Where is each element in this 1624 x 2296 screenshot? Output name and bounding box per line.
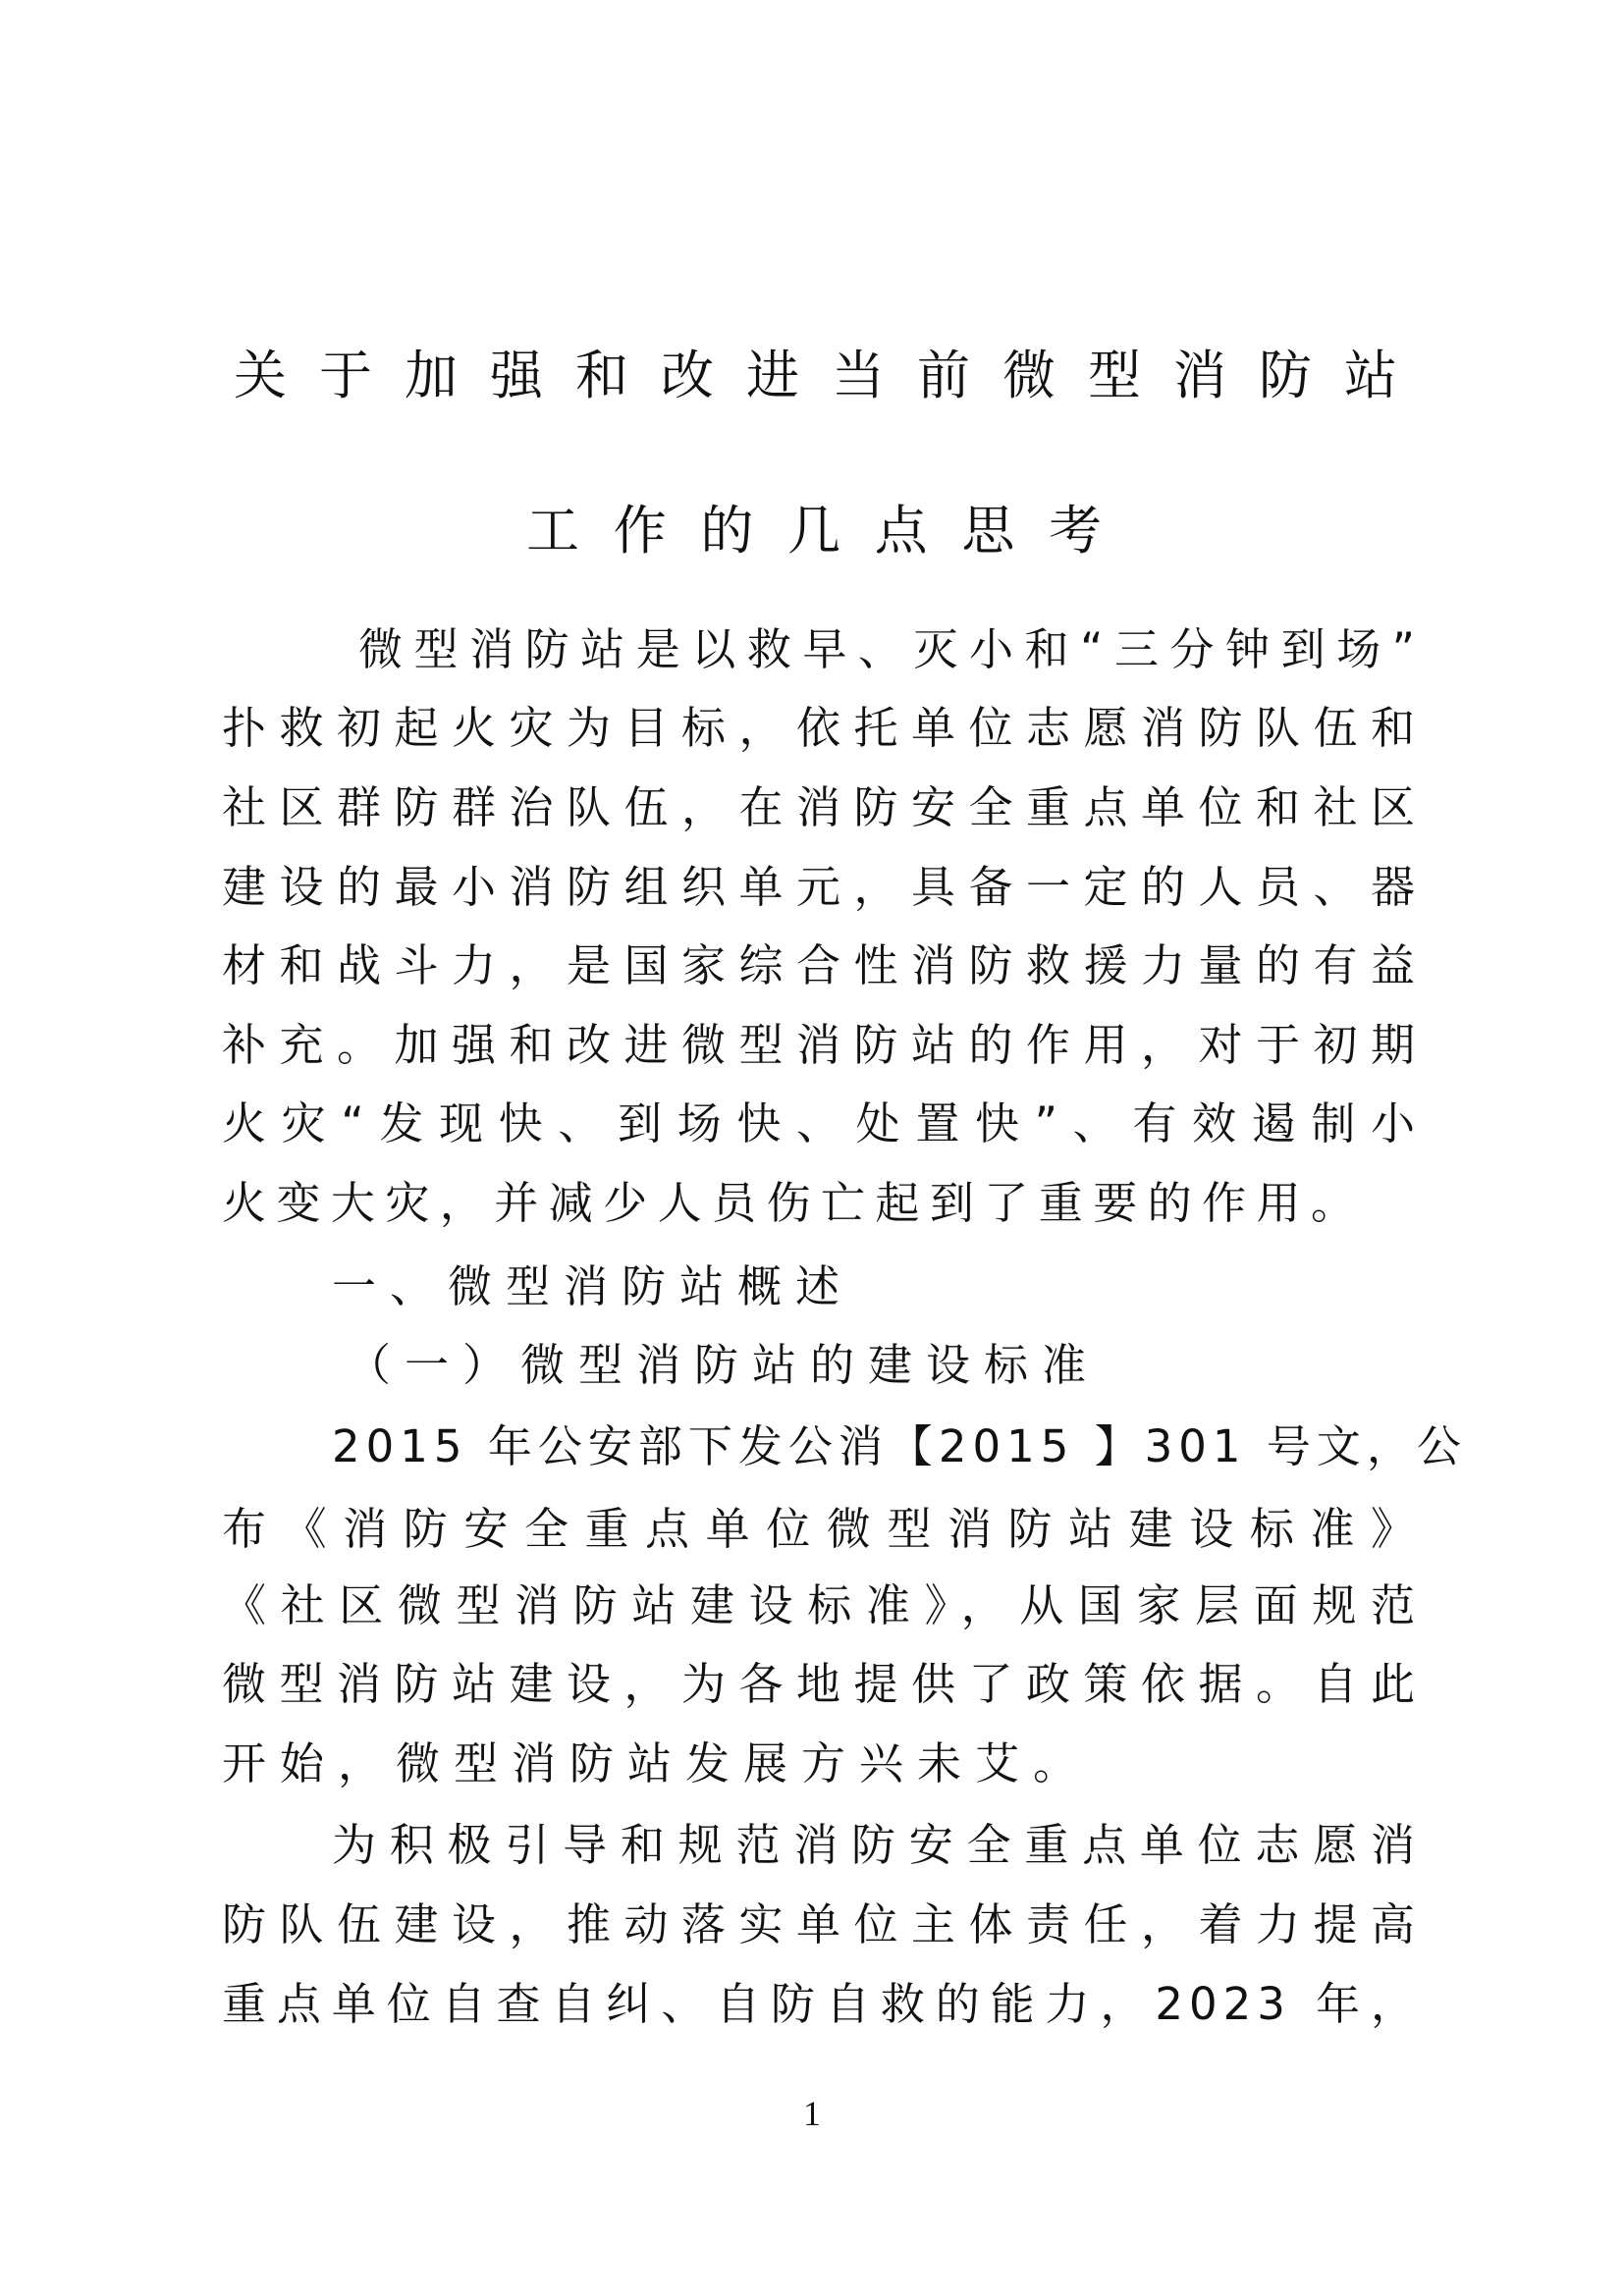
text-line: 重点单位自查自纠、自防自救的能力，2023 年， [222,1978,1421,2030]
text-line: 防队伍建设，推动落实单位主体责任，着力提高 [222,1898,1421,1950]
text-line: 材和战斗力，是国家综合性消防救援力量的有益 [222,939,1421,991]
text-line: 为积极引导和规范消防安全重点单位志愿消 [332,1819,1421,1871]
section-heading-1: 一、微型消防站概述 [332,1260,854,1312]
text-line: 补充。加强和改进微型消防站的作用，对于初期 [222,1019,1421,1071]
text-line: 火变大灾，并减少人员伤亡起到了重要的作用。 [222,1177,1361,1229]
text-line: 《社区微型消防站建设标准》，从国家层面规范 [222,1579,1421,1631]
text-line: 扑救初起火灾为目标，依托单位志愿消防队伍和 [222,702,1421,754]
title-line-2: 工作的几点思考 [526,500,1102,561]
text-line: 微型消防站是以救早、灭小和“三分钟到场” [358,623,1421,675]
text-line: 微型消防站建设，为各地提供了政策依据。自此 [222,1658,1421,1710]
section-heading-2: （一）微型消防站的建设标准 [347,1339,1101,1391]
text-line: 火灾“发现快、到场快、处置快”、有效遏制小 [222,1097,1421,1149]
text-line: 建设的最小消防组织单元，具备一定的人员、器 [222,861,1421,913]
page-number: 1 [803,2094,821,2133]
text-line: 社区群防群治队伍，在消防安全重点单位和社区 [222,781,1421,833]
text-line: 2015 年公安部下发公消【2015 】301 号文，公 [332,1420,1467,1472]
text-line: 布《消防安全重点单位微型消防站建设标准》 [222,1503,1421,1555]
title-line-1: 关于加强和改进当前微型消防站 [234,345,1397,406]
text-line: 开始，微型消防站发展方兴未艾。 [222,1737,1092,1789]
